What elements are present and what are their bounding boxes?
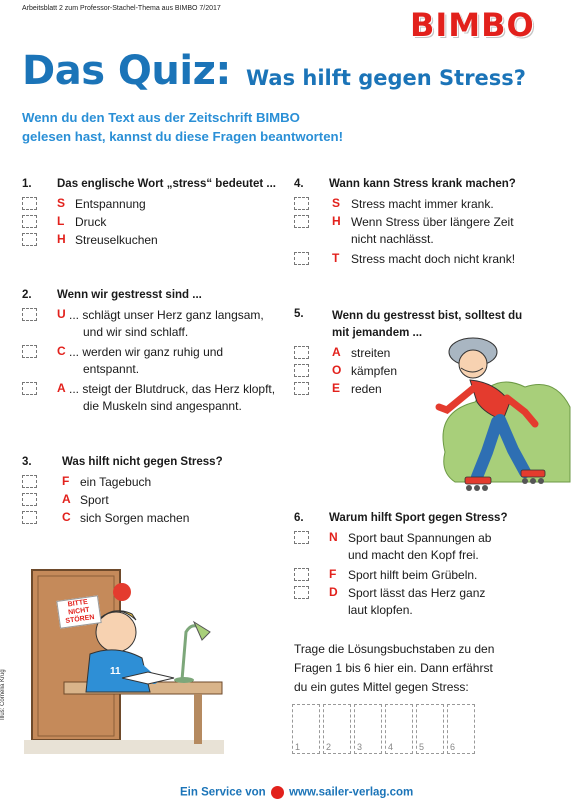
question-number: 4. xyxy=(294,178,304,190)
answer-text-line: die Muskeln sind angespannt. xyxy=(83,399,242,413)
answer-checkbox[interactable] xyxy=(22,233,37,246)
answer-checkbox[interactable] xyxy=(294,531,309,544)
header-note: Arbeitsblatt 2 zum Professor-Stachel-Thema aus BIMBO 7/2017 xyxy=(22,5,221,12)
page-subtitle: Was hilft gegen Stress? xyxy=(246,66,526,90)
solution-box-number: 3 xyxy=(357,742,363,752)
answer-letter: S xyxy=(57,196,66,210)
answer-letter: E xyxy=(332,381,341,395)
sailer-logo-icon xyxy=(271,786,284,799)
door-sign-line: NICHT xyxy=(67,606,91,617)
answer-text: Sport hilft beim Grübeln. xyxy=(348,568,478,582)
answer-letter: N xyxy=(329,530,338,544)
solution-line: Fragen 1 bis 6 hier ein. Dann erfährst xyxy=(294,661,493,675)
answer-text: Sport xyxy=(80,493,109,507)
solution-boxes xyxy=(292,704,482,756)
door-sign xyxy=(56,595,101,629)
solution-box[interactable] xyxy=(292,704,320,754)
answer-checkbox[interactable] xyxy=(22,197,37,210)
answer-checkbox[interactable] xyxy=(294,364,309,377)
solution-box[interactable] xyxy=(323,704,351,754)
solution-box[interactable] xyxy=(416,704,444,754)
answer-text: Stress macht doch nicht krank! xyxy=(351,252,516,266)
solution-line: Trage die Lösungsbuchstaben zu den xyxy=(294,642,495,656)
footer-prefix: Ein Service von xyxy=(180,786,266,799)
answer-letter: A xyxy=(57,381,66,395)
intro-line-1: Wenn du den Text aus der Zeitschrift BIMBO xyxy=(22,110,300,125)
answer-option xyxy=(294,251,564,269)
answer-letter: F xyxy=(329,567,337,581)
question-number: 1. xyxy=(22,178,32,190)
solution-box-number: 6 xyxy=(450,742,456,752)
question-text-line: Wenn du gestresst bist, solltest du xyxy=(332,310,523,322)
answer-checkbox[interactable] xyxy=(22,382,37,395)
solution-box[interactable] xyxy=(447,704,475,754)
solution-box-number: 4 xyxy=(388,742,394,752)
answer-letter: A xyxy=(62,492,71,506)
question-number: 2. xyxy=(22,289,32,301)
answer-checkbox[interactable] xyxy=(22,493,37,506)
question-4 xyxy=(294,178,564,273)
answer-checkbox[interactable] xyxy=(22,511,37,524)
answer-option xyxy=(22,381,292,415)
answer-checkbox[interactable] xyxy=(294,346,309,359)
answer-letter: C xyxy=(62,510,71,524)
question-6 xyxy=(294,512,564,622)
answer-checkbox[interactable] xyxy=(294,215,309,228)
door-sign-line: STÖREN xyxy=(65,613,95,625)
answer-text-line: Wenn Stress über längere Zeit xyxy=(351,215,514,229)
answer-option xyxy=(22,492,282,510)
question-number: 5. xyxy=(294,308,304,320)
answer-option xyxy=(294,214,564,248)
page-title: Das Quiz: xyxy=(22,48,231,94)
footer-url[interactable]: www.sailer-verlag.com xyxy=(289,786,414,799)
answer-text-line: ... schlägt unser Herz ganz langsam, xyxy=(69,308,264,322)
answer-option xyxy=(22,307,292,341)
answer-letter: A xyxy=(332,345,341,359)
bimbo-logo: BIMBO xyxy=(410,6,535,44)
answer-text-line: entspannt. xyxy=(83,362,140,376)
answer-text: Entspannung xyxy=(75,197,146,211)
answer-text xyxy=(69,307,264,341)
answer-letter: D xyxy=(329,585,338,599)
answer-option xyxy=(294,530,564,564)
answer-option xyxy=(22,196,282,214)
answer-checkbox[interactable] xyxy=(22,475,37,488)
question-3 xyxy=(22,456,282,531)
solution-box-number: 2 xyxy=(326,742,332,752)
door-sign-line: BITTE xyxy=(67,598,89,609)
answer-text: Druck xyxy=(75,215,107,229)
answer-text xyxy=(348,530,491,564)
question-text: Warum hilft Sport gegen Stress? xyxy=(329,512,508,524)
answer-checkbox[interactable] xyxy=(22,215,37,228)
answer-text-line: laut klopfen. xyxy=(348,603,413,617)
answer-option xyxy=(294,567,564,585)
illustration-credit: Illus: Cornelia Krug xyxy=(0,669,6,720)
footer xyxy=(180,786,413,799)
answer-text-line: nicht nachlässt. xyxy=(351,232,434,246)
answer-checkbox[interactable] xyxy=(294,252,309,265)
answer-text-line: und wir sind schlaff. xyxy=(83,325,189,339)
answer-checkbox[interactable] xyxy=(22,308,37,321)
answer-letter: L xyxy=(57,214,65,228)
answer-option xyxy=(22,214,282,232)
answer-letter: C xyxy=(57,344,66,358)
answer-letter: U xyxy=(57,307,66,321)
answer-checkbox[interactable] xyxy=(294,568,309,581)
answer-text: streiten xyxy=(351,346,391,360)
answer-option xyxy=(22,474,282,492)
solution-line: du ein gutes Mittel gegen Stress: xyxy=(294,680,469,694)
question-text: Wann kann Stress krank machen? xyxy=(329,178,516,190)
answer-text xyxy=(69,344,223,378)
shirt-number: 11 xyxy=(110,666,121,677)
answer-text-line: Sport lässt das Herz ganz xyxy=(348,586,486,600)
answer-checkbox[interactable] xyxy=(294,382,309,395)
solution-box-number: 5 xyxy=(419,742,425,752)
answer-text-line: ... werden wir ganz ruhig und xyxy=(69,345,224,359)
answer-text xyxy=(69,381,275,415)
answer-text-line: und macht den Kopf frei. xyxy=(348,548,479,562)
desk-illustration xyxy=(24,562,224,754)
answer-checkbox[interactable] xyxy=(22,345,37,358)
answer-text: ein Tagebuch xyxy=(80,475,152,489)
question-2 xyxy=(22,289,292,419)
answer-letter: S xyxy=(332,196,341,210)
answer-text: Stress macht immer krank. xyxy=(351,197,494,211)
answer-text: sich Sorgen machen xyxy=(80,511,190,525)
answer-text: reden xyxy=(351,382,382,396)
answer-text xyxy=(351,214,514,248)
answer-text: kämpfen xyxy=(351,364,398,378)
skater-illustration xyxy=(425,332,575,497)
question-number: 6. xyxy=(294,512,304,524)
answer-text xyxy=(348,585,485,619)
answer-letter: O xyxy=(332,363,342,377)
answer-text-line: Sport baut Spannungen ab xyxy=(348,531,492,545)
answer-text: Streuselkuchen xyxy=(75,233,158,247)
answer-letter: T xyxy=(332,251,340,265)
answer-option xyxy=(294,196,564,214)
question-text: Wenn wir gestresst sind ... xyxy=(57,289,202,301)
answer-option xyxy=(22,510,282,528)
solution-box-number: 1 xyxy=(295,742,301,752)
answer-option xyxy=(294,585,564,619)
solution-box[interactable] xyxy=(385,704,413,754)
solution-instructions xyxy=(294,640,564,697)
question-text: Das englische Wort „stress“ bedeutet ... xyxy=(57,178,276,190)
answer-option xyxy=(22,344,292,378)
answer-letter: H xyxy=(332,214,341,228)
answer-letter: H xyxy=(57,232,66,246)
answer-text-line: ... steigt der Blutdruck, das Herz klopft, xyxy=(69,382,276,396)
solution-box[interactable] xyxy=(354,704,382,754)
question-1 xyxy=(22,178,282,253)
answer-letter: F xyxy=(62,474,70,488)
intro-text xyxy=(22,108,442,146)
question-text: Was hilft nicht gegen Stress? xyxy=(62,456,223,468)
question-number: 3. xyxy=(22,456,32,468)
answer-option xyxy=(22,232,282,250)
answer-checkbox[interactable] xyxy=(294,586,309,599)
intro-line-2: gelesen hast, kannst du diese Fragen beantworten! xyxy=(22,129,343,144)
question-text-line: mit jemandem ... xyxy=(332,327,423,339)
answer-checkbox[interactable] xyxy=(294,197,309,210)
